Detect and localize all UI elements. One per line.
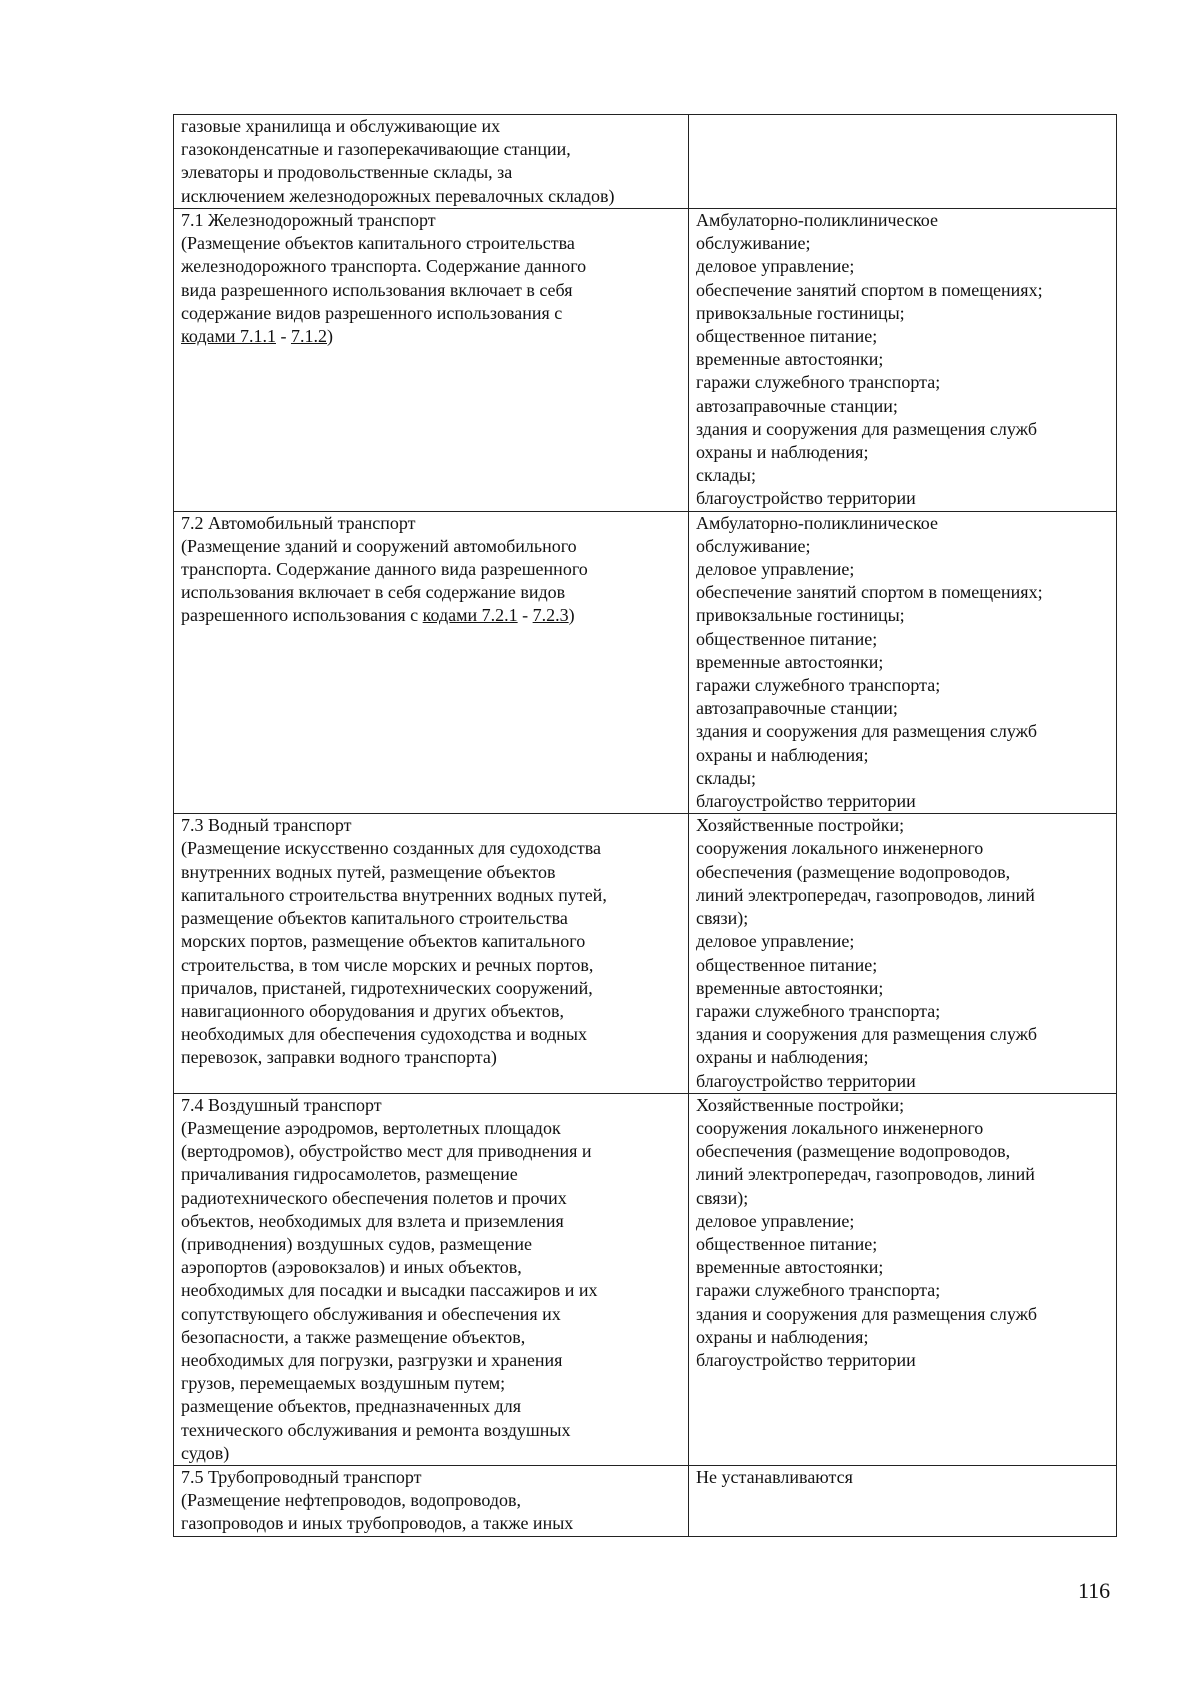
- text-line: причаливания гидросамолетов, размещение: [181, 1164, 518, 1185]
- text-line: деловое управление;: [696, 1210, 855, 1231]
- text-line: перевозок, заправки водного транспорта): [181, 1047, 497, 1068]
- code-link-7-2-3[interactable]: 7.2.3: [532, 605, 569, 626]
- text-line: (вертодромов), обустройство мест для приводнения и: [181, 1141, 592, 1162]
- section-title: 7.4 Воздушный транспорт: [181, 1094, 382, 1115]
- text-line: необходимых для посадки и высадки пассажиров и их: [181, 1280, 598, 1301]
- text-line: гаражи служебного транспорта;: [696, 1280, 941, 1301]
- text-line: исключением железнодорожных перевалочных складов): [181, 185, 615, 206]
- use-description-cell: [174, 814, 689, 1093]
- text-line: сооружения локального инженерного: [696, 1117, 984, 1138]
- text-line: обеспечение занятий спортом в помещениях;: [696, 582, 1043, 603]
- text-line: охраны и наблюдения;: [696, 1047, 869, 1068]
- text-line: железнодорожного транспорта. Содержание данного: [181, 256, 587, 277]
- text-line: навигационного оборудования и других объектов,: [181, 1000, 565, 1021]
- code-link-7-2-1[interactable]: кодами 7.2.1: [422, 605, 518, 626]
- text-line: временные автостоянки;: [696, 651, 884, 672]
- text-line: охраны и наблюдения;: [696, 1326, 869, 1347]
- text-line: сопутствующего обслуживания и обеспечения их: [181, 1303, 561, 1324]
- table-row: [174, 115, 1117, 209]
- text-line: деловое управление;: [696, 256, 855, 277]
- text-line: причалов, пристаней, гидротехнических сооружений,: [181, 977, 593, 998]
- section-title: 7.3 Водный транспорт: [181, 815, 352, 836]
- text-line: автозаправочные станции;: [696, 698, 898, 719]
- text-line: благоустройство территории: [696, 1070, 916, 1091]
- table-row: [174, 209, 1117, 512]
- text-line: обслуживание;: [696, 535, 811, 556]
- permitted-use-table: [173, 114, 1117, 1537]
- range-separator: -: [517, 605, 533, 626]
- codes-line: [181, 325, 684, 348]
- text-line: Не устанавливаются: [696, 1466, 853, 1487]
- text-line: связи);: [696, 908, 749, 929]
- text-line: (Размещение аэродромов, вертолетных площадок: [181, 1117, 561, 1138]
- text-line: общественное питание;: [696, 954, 878, 975]
- use-description-cell: [174, 1465, 689, 1536]
- text-line: склады;: [696, 465, 756, 486]
- text-line: общественное питание;: [696, 326, 878, 347]
- range-separator: -: [275, 326, 291, 347]
- text-line: гаражи служебного транспорта;: [696, 1000, 941, 1021]
- text-line: временные автостоянки;: [696, 1257, 884, 1278]
- text-line: Хозяйственные постройки;: [696, 815, 905, 836]
- text-line: необходимых для погрузки, разгрузки и хранения: [181, 1349, 563, 1370]
- auxiliary-uses-cell: [689, 814, 1117, 1093]
- text-line: сооружения локального инженерного: [696, 838, 984, 859]
- text-line: (Размещение объектов капитального строительства: [181, 233, 575, 254]
- text-line: газовые хранилища и обслуживающие их: [181, 116, 501, 136]
- text-line: необходимых для обеспечения судоходства и водных: [181, 1024, 587, 1045]
- text-line: размещение объектов капитального строительства: [181, 908, 568, 929]
- page-number: 116: [1078, 1578, 1111, 1603]
- text-line: временные автостоянки;: [696, 349, 884, 370]
- use-description-cell: [174, 209, 689, 512]
- text-line: аэропортов (аэровокзалов) и иных объектов,: [181, 1257, 522, 1278]
- text-line: временные автостоянки;: [696, 977, 884, 998]
- table-row: [174, 1465, 1117, 1536]
- text-line: привокзальные гостиницы;: [696, 302, 905, 323]
- text-line: обеспечения (размещение водопроводов,: [696, 1141, 1011, 1162]
- text-line: (Размещение зданий и сооружений автомобильного: [181, 535, 577, 556]
- table-row: [174, 814, 1117, 1093]
- text-line: склады;: [696, 767, 756, 788]
- text-line: размещение объектов, предназначенных для: [181, 1396, 521, 1417]
- text-line: Хозяйственные постройки;: [696, 1094, 905, 1115]
- text-line: обеспечение занятий спортом в помещениях;: [696, 279, 1043, 300]
- text-line: (Размещение нефтепроводов, водопроводов,: [181, 1490, 522, 1511]
- text-line: здания и сооружения для размещения служб: [696, 418, 1037, 439]
- text-line: автозаправочные станции;: [696, 395, 898, 416]
- text-line: радиотехнического обеспечения полетов и прочих: [181, 1187, 567, 1208]
- text-line: капитального строительства внутренних водных путей,: [181, 884, 607, 905]
- text-line: безопасности, а также размещение объектов,: [181, 1326, 526, 1347]
- auxiliary-uses-cell: [689, 511, 1117, 814]
- codes-line: [181, 604, 684, 627]
- codes-prefix: разрешенного использования с: [181, 605, 423, 626]
- text-line: здания и сооружения для размещения служб: [696, 721, 1037, 742]
- text-line: элеваторы и продовольственные склады, за: [181, 162, 513, 183]
- section-title: 7.5 Трубопроводный транспорт: [181, 1466, 422, 1487]
- text-line: деловое управление;: [696, 559, 855, 580]
- table-row: [174, 511, 1117, 814]
- text-line: гаражи служебного транспорта;: [696, 372, 941, 393]
- text-line: привокзальные гостиницы;: [696, 605, 905, 626]
- text-line: Амбулаторно-поликлиническое: [696, 210, 938, 230]
- text-line: Амбулаторно-поликлиническое: [696, 512, 938, 533]
- text-line: связи);: [696, 1187, 749, 1208]
- text-line: гаражи служебного транспорта;: [696, 675, 941, 696]
- auxiliary-uses-cell: [689, 115, 1117, 209]
- text-line: охраны и наблюдения;: [696, 442, 869, 463]
- table-row: [174, 1093, 1117, 1465]
- auxiliary-uses-cell: [689, 1093, 1117, 1465]
- text-line: строительства, в том числе морских и речных портов,: [181, 954, 594, 975]
- section-title: 7.1 Железнодорожный транспорт: [181, 210, 436, 230]
- text-line: грузов, перемещаемых воздушным путем;: [181, 1373, 506, 1394]
- text-line: газопроводов и иных трубопроводов, а также иных: [181, 1513, 574, 1534]
- text-line: обеспечения (размещение водопроводов,: [696, 861, 1011, 882]
- text-line: благоустройство территории: [696, 1349, 916, 1370]
- auxiliary-uses-cell: [689, 1465, 1117, 1536]
- text-line: деловое управление;: [696, 931, 855, 952]
- text-line: технического обслуживания и ремонта воздушных: [181, 1419, 571, 1440]
- text-line: общественное питание;: [696, 628, 878, 649]
- text-line: газоконденсатные и газоперекачивающие станции,: [181, 139, 571, 160]
- text-line: обслуживание;: [696, 233, 811, 254]
- text-line: вида разрешенного использования включает в себя: [181, 279, 573, 300]
- text-line: линий электропередач, газопроводов, линий: [696, 1164, 1035, 1185]
- use-description-cell: [174, 511, 689, 814]
- auxiliary-uses-cell: [689, 209, 1117, 512]
- section-title: 7.2 Автомобильный транспорт: [181, 512, 416, 533]
- text-line: внутренних водных путей, размещение объектов: [181, 861, 556, 882]
- closing-paren: ): [326, 326, 333, 347]
- text-line: объектов, необходимых для взлета и приземления: [181, 1210, 564, 1231]
- code-link-7-1-2[interactable]: 7.1.2: [290, 326, 327, 347]
- text-line: линий электропередач, газопроводов, линий: [696, 884, 1035, 905]
- text-line: содержание видов разрешенного использования с: [181, 302, 563, 323]
- text-line: благоустройство территории: [696, 488, 916, 509]
- text-line: использования включает в себя содержание видов: [181, 582, 566, 603]
- text-line: транспорта. Содержание данного вида разрешенного: [181, 559, 588, 580]
- code-link-7-1-1[interactable]: кодами 7.1.1: [181, 326, 276, 347]
- text-line: здания и сооружения для размещения служб: [696, 1024, 1037, 1045]
- text-line: (приводнения) воздушных судов, размещение: [181, 1233, 532, 1254]
- text-line: благоустройство территории: [696, 791, 916, 812]
- use-description-cell: [174, 115, 689, 209]
- text-line: общественное питание;: [696, 1233, 878, 1254]
- text-line: морских портов, размещение объектов капитального: [181, 931, 586, 952]
- closing-paren: ): [568, 605, 575, 626]
- text-line: (Размещение искусственно созданных для судоходства: [181, 838, 602, 859]
- text-line: охраны и наблюдения;: [696, 744, 869, 765]
- text-line: судов): [181, 1442, 230, 1463]
- use-description-cell: [174, 1093, 689, 1465]
- text-line: здания и сооружения для размещения служб: [696, 1303, 1037, 1324]
